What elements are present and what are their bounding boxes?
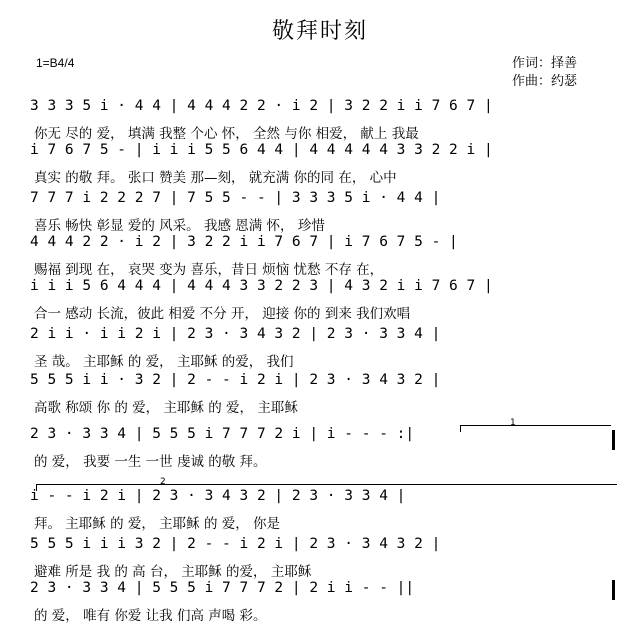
score-system <box>30 234 620 278</box>
notes-line: i - - i 2 i | 2 3 · 3 4 3 2 | 2 3 · 3 3 4 | <box>30 488 406 504</box>
notes-line: i 7 6 7 5 - | i i i 5 5 6 4 4 | 4 4 4 4 4 3 3 2 2 i | <box>30 142 493 158</box>
score-system <box>30 142 620 186</box>
score-system <box>30 190 620 234</box>
lyrics-line: 圣 哉。 主耶稣 的 爱， 主耶稣 的爱， 我们 <box>34 354 294 370</box>
lyrics-line: 真实 的敬 拜。 张口 赞美 那—刻， 就充满 你的同 在， 心中 <box>34 170 397 186</box>
notes-line: 2 3 · 3 3 4 | 5 5 5 i 7 7 7 2 | 2 i i - - || <box>30 580 415 596</box>
composer-credit: 作曲：约瑟 <box>512 74 578 89</box>
lyrics-line: 合一 感动 长流，彼此 相爱 不分 开， 迎接 你的 到来 我们欢唱 <box>34 306 411 322</box>
lyrics-line: 你无 尽的 爱， 填满 我整 个心 怀， 全然 与你 相爱， 献上 我最 <box>34 126 419 142</box>
volta-1-label: 1 <box>510 418 516 428</box>
notes-line: 2 i i · i i 2 i | 2 3 · 3 4 3 2 | 2 3 · 3 3 4 | <box>30 326 441 342</box>
score-system <box>30 426 620 470</box>
score-system <box>30 98 620 142</box>
score-system <box>30 580 620 624</box>
lyrics-line: 喜乐 畅快 彰显 爱的 风采。 我感 恩满 怀， 珍惜 <box>34 218 325 234</box>
score-system <box>30 372 620 416</box>
lyrics-line: 赐福 到现 在， 哀哭 变为 喜乐，昔日 烦恼 忧愁 不存 在， <box>34 262 384 278</box>
lyricist-credit: 作词：择善 <box>512 56 578 71</box>
notes-line: 5 5 5 i i · 3 2 | 2 - - i 2 i | 2 3 · 3 4 3 2 | <box>30 372 441 388</box>
lyrics-line: 的 爱， 我要 一生 一世 虔诚 的敬 拜。 <box>34 454 267 470</box>
score-system <box>30 278 620 322</box>
score-system <box>30 488 620 532</box>
page-title: 敬拜时刻 <box>271 19 368 44</box>
volta-2-bracket <box>36 484 617 491</box>
lyrics-line: 避难 所是 我 的 高 台， 主耶稣 的爱， 主耶稣 <box>34 564 312 580</box>
notes-line: 3 3 3 5 i · 4 4 | 4 4 4 2 2 · i 2 | 3 2 2 i i 7 6 7 | <box>30 98 493 114</box>
notes-line: 7 7 7 i 2 2 2 7 | 7 5 5 - - | 3 3 3 5 i · 4 4 | <box>30 190 441 206</box>
lyrics-line: 拜。 主耶稣 的 爱， 主耶稣 的 爱， 你是 <box>34 516 281 532</box>
repeat-end-bar <box>612 430 615 450</box>
key-signature: 1=B4/4 <box>36 56 75 70</box>
notes-line: 5 5 5 i i i 3 2 | 2 - - i 2 i | 2 3 · 3 4 3 2 | <box>30 536 441 552</box>
score-system <box>30 326 620 370</box>
score-system <box>30 536 620 580</box>
notes-line: i i i 5 6 4 4 4 | 4 4 4 3 3 2 2 3 | 4 3 2 i i 7 6 7 | <box>30 278 493 294</box>
notes-line: 2 3 · 3 3 4 | 5 5 5 i 7 7 7 2 i | i - - - :| <box>30 426 415 442</box>
lyrics-line: 高歌 称颂 你 的 爱， 主耶稣 的 爱， 主耶稣 <box>34 400 298 416</box>
lyrics-line: 的 爱， 唯有 你爱 让我 们高 声喝 彩。 <box>34 608 267 624</box>
volta-1-bracket <box>460 425 611 432</box>
volta-2-label: 2 <box>160 477 166 487</box>
notes-line: 4 4 4 2 2 · i 2 | 3 2 2 i i 7 6 7 | i 7 6 7 5 - | <box>30 234 458 250</box>
final-end-bar <box>612 580 615 600</box>
